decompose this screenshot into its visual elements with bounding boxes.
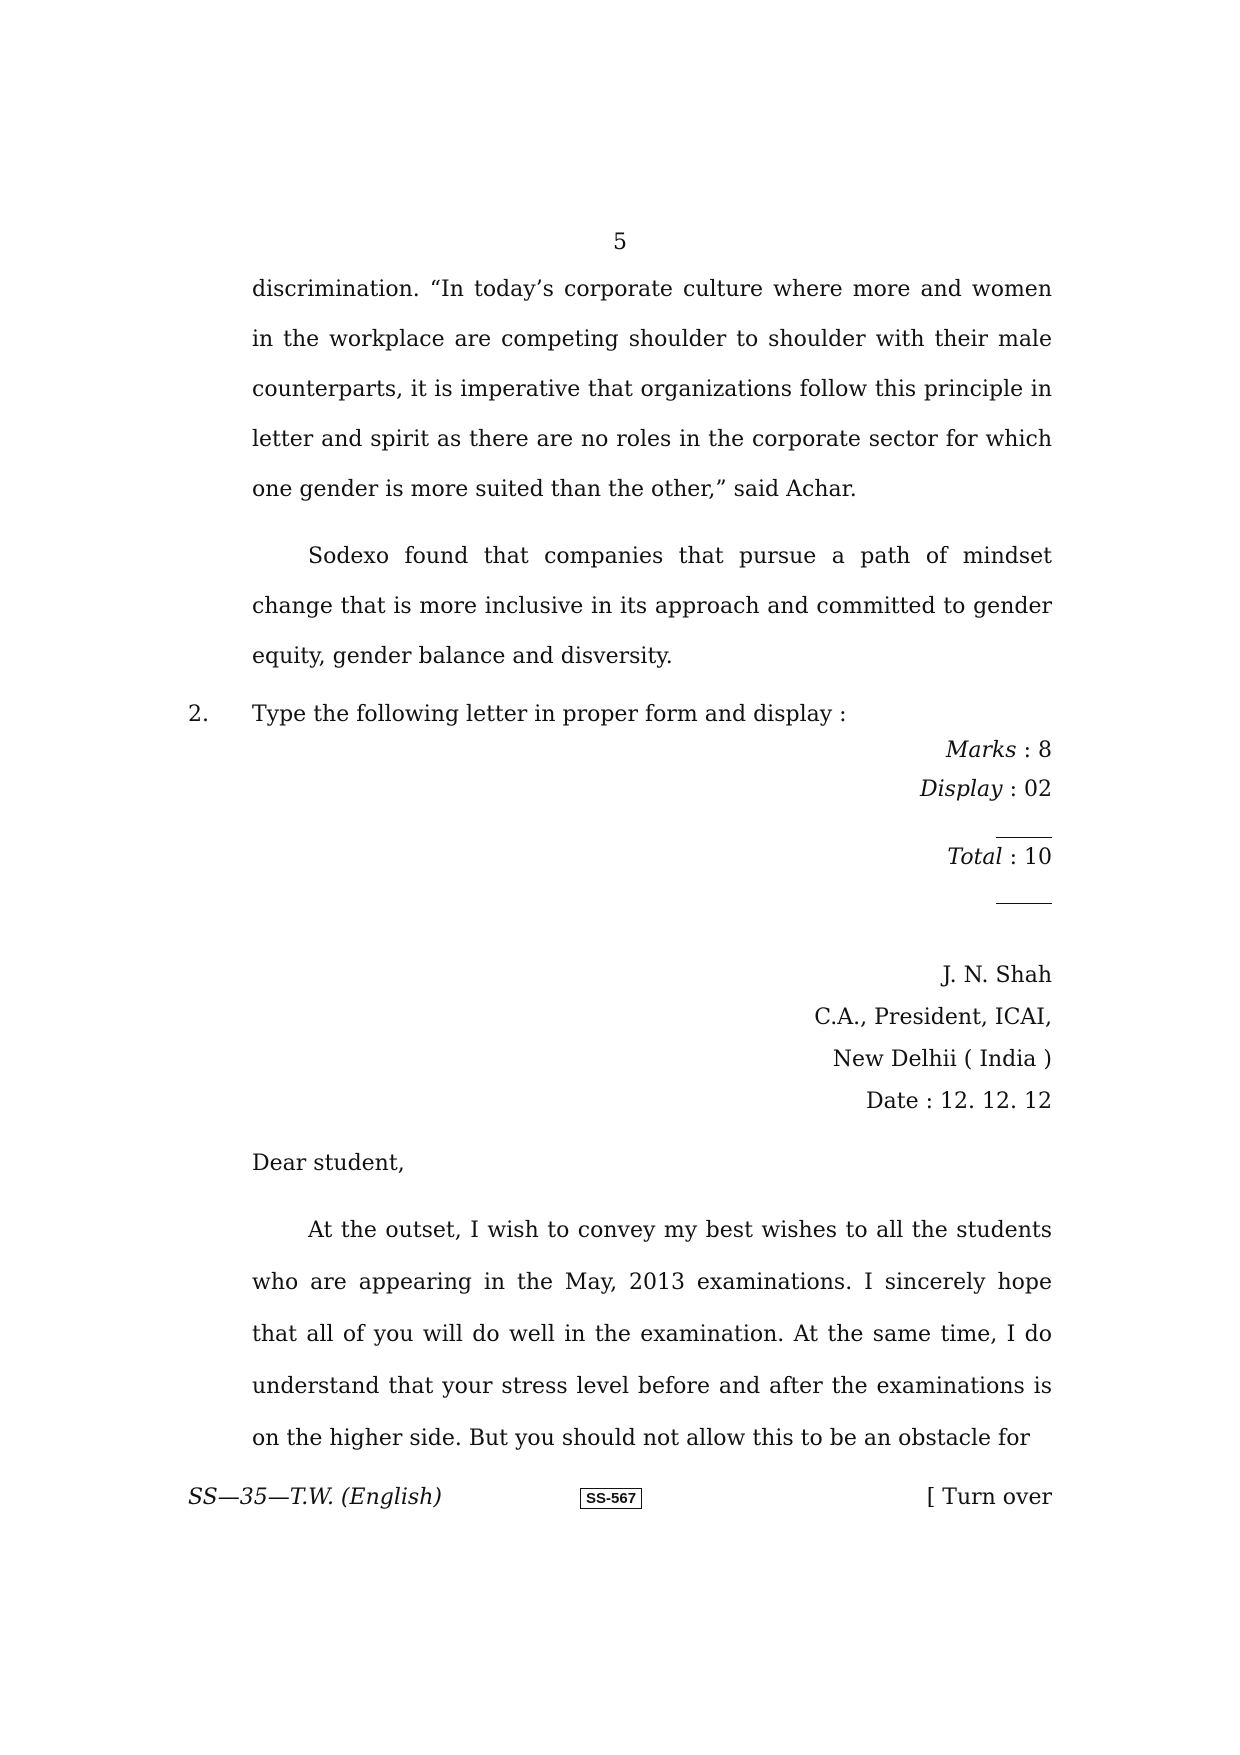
question-number: 2. (188, 702, 209, 727)
sender-city: New Delhii ( India ) (832, 1047, 1052, 1072)
marks-line (946, 738, 1052, 763)
display-value: : 02 (1009, 777, 1052, 802)
marks-label: Marks (945, 738, 1017, 763)
total-top-rule (996, 837, 1052, 838)
letter-date: Date : 12. 12. 12 (866, 1089, 1052, 1114)
footer-series-code: SS-567 (580, 1488, 642, 1509)
total-value: : 10 (1009, 845, 1052, 870)
passage-paragraph-2-text: Sodexo found that companies that pursue a path of mindset change that is more inclusive in its approach and committed to gender equity, gender balance and disversity. (252, 544, 1052, 669)
display-line (920, 777, 1052, 802)
letter-body-text: At the outset, I wish to convey my best wishes to all the students who are appearing in the May, 2013 examinations. I sincerely hope that all of you will do well in the examination. At the same time, I do understand that your stress level before and after the examinations is on the higher side. But you should not allow this to be an obstacle for (252, 1218, 1052, 1451)
salutation: Dear student, (252, 1151, 405, 1176)
marks-value: : 8 (1023, 738, 1052, 763)
display-label: Display (919, 777, 1003, 802)
question-text: Type the following letter in proper form and display : (252, 702, 847, 727)
footer-paper-code: SS—35—T.W. (English) (188, 1485, 442, 1510)
sender-title: C.A., President, ICAI, (814, 1005, 1052, 1030)
sender-address-block (814, 955, 1052, 1123)
total-line (947, 845, 1052, 870)
sender-name: J. N. Shah (942, 963, 1052, 988)
passage-paragraph-2 (252, 532, 1052, 682)
footer-turn-over: [ Turn over (926, 1485, 1052, 1510)
passage-paragraph-1: discrimination. “In today’s corporate culture where more and women in the workplace are competing shoulder to shoulder with their male counterparts, it is imperative that organizations follow this principle in letter and spirit as there are no roles in the corporate sector for which one gender is more suited than the other,” said Achar. (252, 277, 1052, 502)
letter-body (252, 1205, 1052, 1465)
total-label: Total (947, 845, 1003, 870)
total-bottom-rule (996, 903, 1052, 904)
page-number: 5 (613, 230, 627, 255)
